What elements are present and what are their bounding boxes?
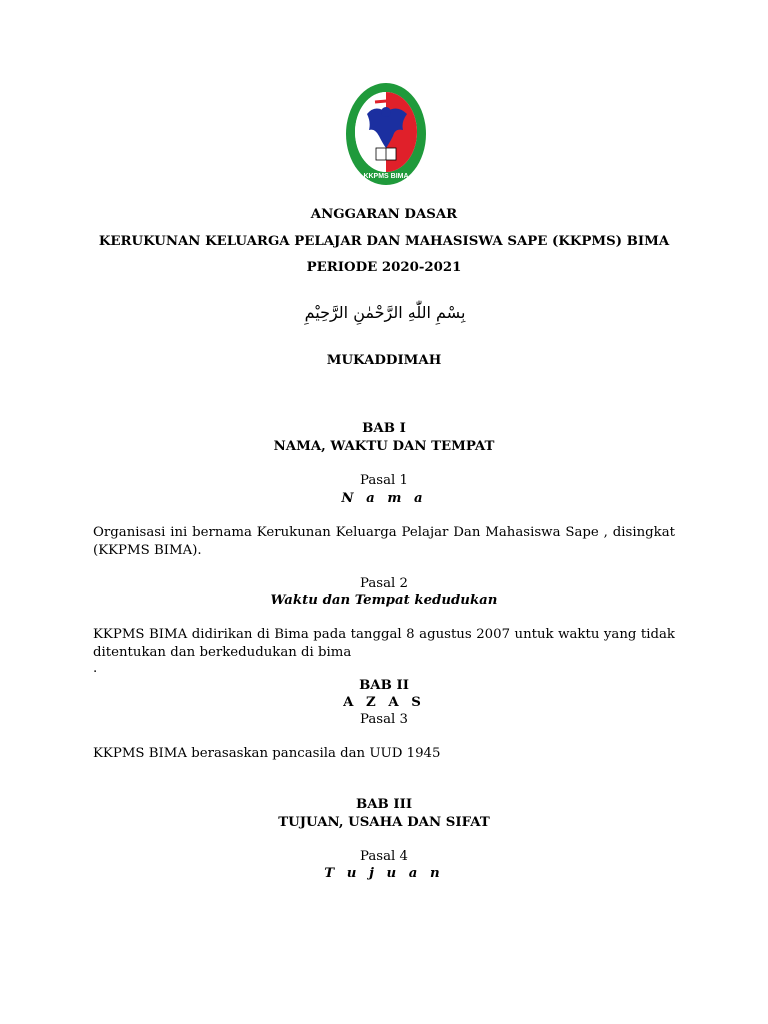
pasal2-label: Pasal 2: [360, 576, 408, 591]
pasal1-label: Pasal 1: [360, 473, 408, 488]
basmalah-text: بِسْمِ اللّٰهِ الرَّحْمٰنِ الرَّحِيْمِ: [304, 303, 466, 322]
pasal3-label: Pasal 3: [360, 712, 408, 727]
basmalah-calligraphy: [304, 296, 466, 328]
period: PERIODE 2020-2021: [306, 260, 462, 275]
pasal4-title: T u j u a n: [324, 866, 444, 881]
bab3-heading: BAB III: [355, 797, 413, 812]
doc-title: ANGGARAN DASAR: [310, 207, 458, 222]
bab1-heading: BAB I: [362, 421, 406, 436]
bab2-heading: BAB II: [359, 678, 409, 693]
pasal1-title: N a m a: [341, 491, 427, 506]
logo-bottom-text: KKPMS BIMA: [363, 173, 409, 180]
bab1-title: NAMA, WAKTU DAN TEMPAT: [273, 439, 495, 454]
bab2-title: A Z A S: [343, 695, 425, 710]
mukaddimah-heading: MUKADDIMAH: [326, 353, 442, 368]
pasal3-text: KKPMS BIMA berasaskan pancasila dan UUD 1945: [93, 746, 441, 761]
pasal4-label: Pasal 4: [360, 849, 408, 864]
org-name: KERUKUNAN KELUARGA PELAJAR DAN MAHASISWA SAPE (KKPMS) BIMA: [98, 234, 670, 249]
bab3-title: TUJUAN, USAHA DAN SIFAT: [278, 815, 490, 830]
kkpms-logo: [345, 82, 427, 186]
pasal2-text: KKPMS BIMA didirikan di Bima pada tanggal 8 agustus 2007 untuk waktu yang tidak ditentukan dan berkedudukan di bima: [93, 627, 675, 660]
stray-dot: .: [93, 661, 98, 676]
pasal2-title: Waktu dan Tempat kedudukan: [270, 593, 498, 608]
pasal1-text: Organisasi ini bernama Kerukunan Keluarga Pelajar Dan Mahasiswa Sape , disingkat (KKPMS BIMA).: [93, 525, 675, 558]
